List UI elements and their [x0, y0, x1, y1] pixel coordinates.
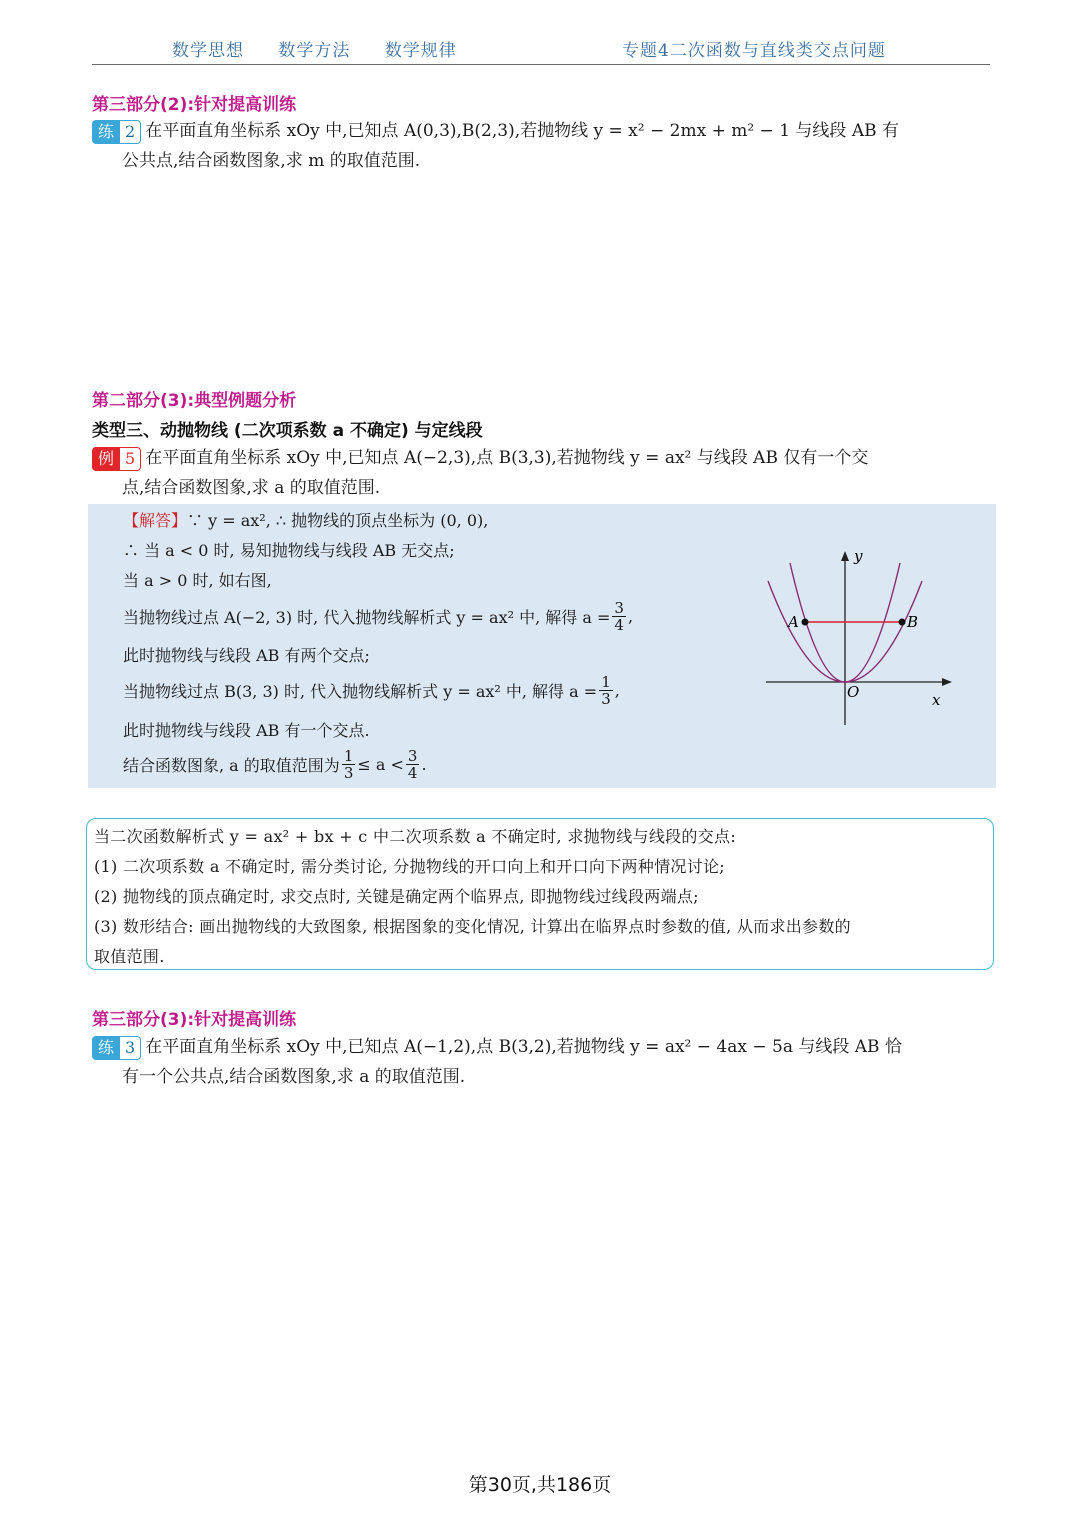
tip-line: 当二次函数解析式 y = ax² + bx + c 中二次项系数 a 不确定时, 求抛物线与线段的交点: — [94, 827, 737, 846]
header-topic: 数学方法 — [278, 41, 351, 61]
fraction: $\frac{3}{4}$ — [614, 599, 624, 634]
label-b: B — [907, 613, 919, 631]
problem-text: 公共点,结合函数图象,求 m 的取值范围. — [122, 151, 421, 171]
label-a: A — [788, 613, 799, 631]
exercise-badge: 练 3 — [92, 1036, 141, 1060]
parabola-graph — [760, 545, 960, 730]
label-origin: O — [847, 683, 860, 701]
problem-text: 在平面直角坐标系 xOy 中,已知点 A(0,3),B(2,3),若抛物线 y = x² − 2mx + m² − 1 与线段 AB 有 — [145, 121, 899, 141]
problem-text: 在平面直角坐标系 xOy 中,已知点 A(−1,2),点 B(3,2),若抛物线 y = ax² − 4ax − 5a 与线段 AB 恰 — [145, 1037, 902, 1057]
page-number: 第30页,共186页 — [468, 1474, 612, 1496]
solution-line: 此时抛物线与线段 AB 有一个交点. — [123, 721, 370, 740]
solution-line: 结合函数图象, a 的取值范围为 $\frac{1}{3}$ ≤ a < $\frac{3}{4}$ . — [123, 747, 427, 782]
fraction: $\frac{1}{3}$ — [343, 747, 354, 782]
label-x-axis: x — [932, 691, 941, 709]
solution-line: 【解答】∵ y = ax², ∴ 抛物线的顶点坐标为 (0, 0), — [123, 511, 489, 530]
tip-line: 取值范围. — [94, 947, 165, 966]
header-topics — [172, 36, 485, 61]
tip-line: (2) 抛物线的顶点确定时, 求交点时, 关键是确定两个临界点, 即抛物线过线段两端点; — [94, 887, 699, 906]
point-b — [899, 619, 906, 626]
type-title: 类型三、动抛物线 (二次项系数 a 不确定) 与定线段 — [92, 421, 483, 441]
fraction: $\frac{1}{3}$ — [601, 673, 611, 708]
header-topic: 数学思想 — [172, 41, 244, 61]
exercise-badge: 练 2 — [92, 120, 141, 144]
example-badge: 例 5 — [92, 447, 141, 471]
solution-line: ∴ 当 a < 0 时, 易知抛物线与线段 AB 无交点; — [123, 541, 455, 560]
point-a — [802, 619, 809, 626]
problem-text: 在平面直角坐标系 xOy 中,已知点 A(−2,3),点 B(3,3),若抛物线 y = ax² 与线段 AB 仅有一个交 — [145, 448, 869, 468]
problem-text: 点,结合函数图象,求 a 的取值范围. — [122, 478, 381, 498]
section-title: 第三部分(2):针对提高训练 — [92, 95, 297, 115]
header-chapter-title: 专题4二次函数与直线类交点问题 — [622, 41, 886, 61]
solution-line: 当抛物线过点 B(3, 3) 时, 代入抛物线解析式 y = ax² 中, 解得 a = $\frac{1}{3}$ , — [123, 673, 620, 708]
y-axis-arrow-icon — [841, 551, 849, 561]
header-topic: 数学规律 — [384, 41, 457, 61]
tip-line: (1) 二次项系数 a 不确定时, 需分类讨论, 分抛物线的开口向上和开口向下两种情况讨论; — [94, 857, 725, 876]
example-5 — [92, 443, 990, 503]
section-title: 第三部分(3):针对提高训练 — [92, 1010, 297, 1030]
x-axis-arrow-icon — [942, 678, 952, 686]
exercise-2 — [92, 116, 990, 176]
label-y-axis: y — [854, 547, 863, 565]
solution-line: 当抛物线过点 A(−2, 3) 时, 代入抛物线解析式 y = ax² 中, 解得 a = $\frac{3}{4}$ , — [123, 599, 634, 634]
header-divider — [92, 64, 990, 65]
solution-tag: 【解答】 — [123, 511, 188, 530]
solution-line: 此时抛物线与线段 AB 有两个交点; — [123, 646, 370, 665]
tip-line: (3) 数形结合: 画出抛物线的大致图象, 根据图象的变化情况, 计算出在临界点时参数的值, 从而求出参数的 — [94, 917, 851, 936]
fraction: $\frac{3}{4}$ — [407, 747, 418, 782]
exercise-3 — [92, 1032, 990, 1092]
section-title: 第二部分(3):典型例题分析 — [92, 391, 297, 411]
problem-text: 有一个公共点,结合函数图象,求 a 的取值范围. — [122, 1067, 466, 1087]
solution-line: 当 a > 0 时, 如右图, — [123, 571, 272, 590]
